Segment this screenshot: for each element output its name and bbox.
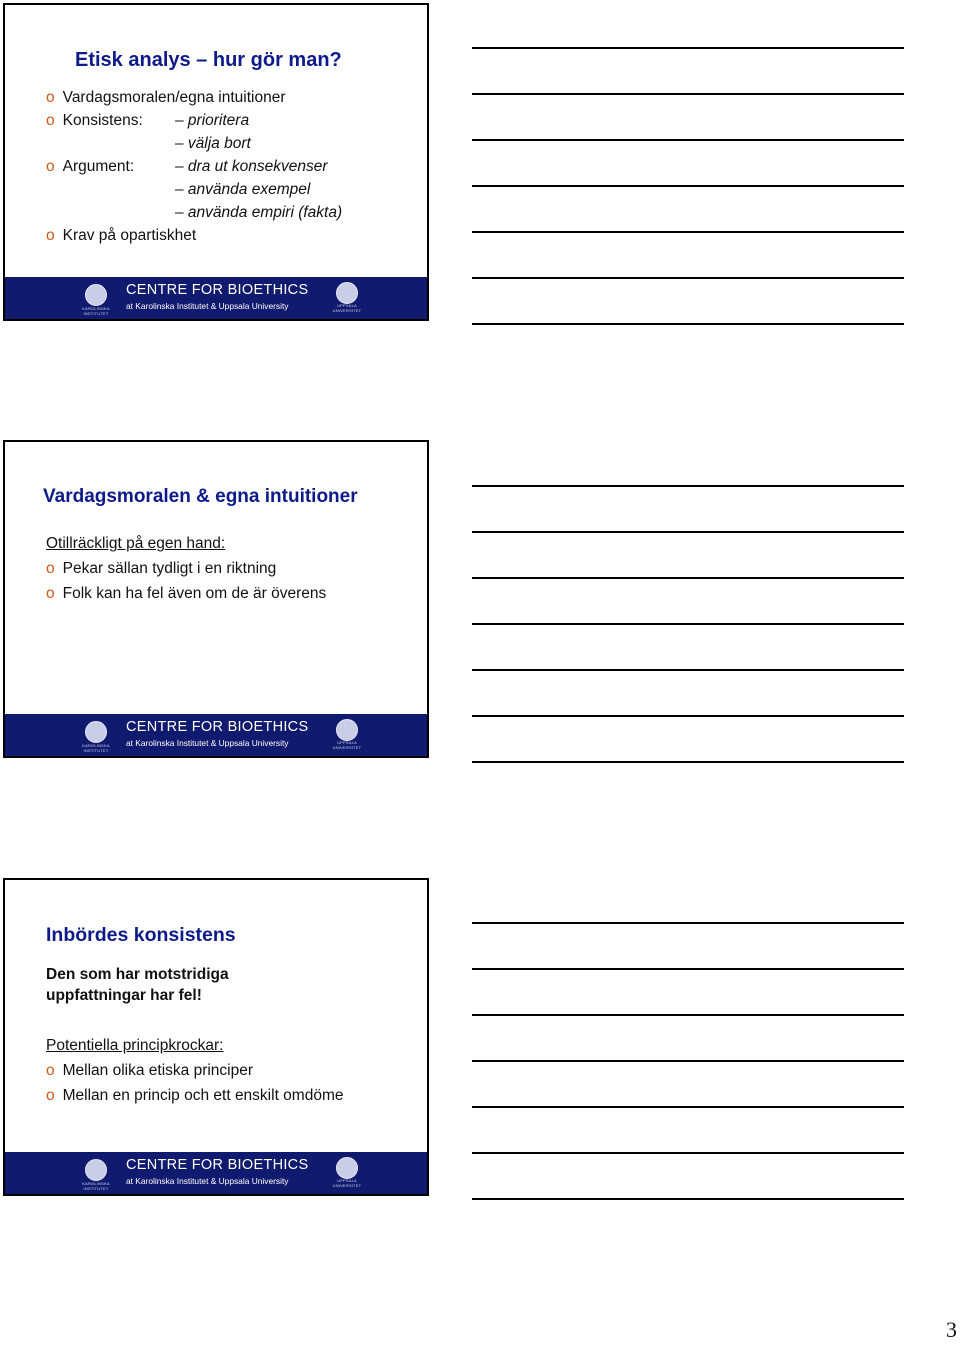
note-line	[472, 922, 904, 924]
bullet-marker: o	[46, 1087, 55, 1104]
slide-3-content	[5, 880, 427, 1150]
bullet-marker: o	[46, 89, 55, 106]
karolinska-seal-icon	[85, 284, 107, 306]
bullet-marker: o	[46, 1062, 55, 1079]
note-line	[472, 968, 904, 970]
slide-footer	[5, 714, 427, 756]
slide-3-bold-line-2: uppfattningar har fel!	[46, 987, 202, 1004]
note-line	[472, 93, 904, 95]
slide-2-bullet-2: o Folk kan ha fel även om de är överens	[46, 585, 327, 602]
slide-3	[3, 878, 429, 1196]
note-line	[472, 323, 904, 325]
note-line	[472, 47, 904, 49]
slide-3-bullet-1: o Mellan olika etiska principer	[46, 1062, 254, 1079]
footer-brand-title: CENTRE FOR BIOETHICS	[126, 719, 309, 735]
slide-2-title: Vardagsmoralen & egna intuitioner	[43, 486, 358, 507]
uppsala-seal-icon	[336, 1157, 358, 1179]
note-line	[472, 139, 904, 141]
slide-1-bullet-2-sub-1: – prioritera	[175, 112, 250, 129]
slide-3-title: Inbördes konsistens	[46, 924, 236, 946]
bullet-marker: o	[46, 227, 55, 244]
karolinska-seal-icon	[85, 1159, 107, 1181]
note-line	[472, 1014, 904, 1016]
slide-1-bullet-4: o Krav på opartiskhet	[46, 227, 197, 244]
note-line	[472, 623, 904, 625]
footer-brand-subtitle: at Karolinska Institutet & Uppsala University	[126, 1176, 289, 1186]
slide-footer	[5, 277, 427, 319]
slide-3-bold-line-1: Den som har motstridiga	[46, 966, 229, 983]
footer-brand-subtitle: at Karolinska Institutet & Uppsala University	[126, 738, 289, 748]
footer-brand-title: CENTRE FOR BIOETHICS	[126, 1157, 309, 1173]
slide-1-bullet-3-sub-3: – använda empiri (fakta)	[175, 204, 343, 221]
bullet-marker: o	[46, 158, 55, 175]
slide-3-bullet-2: o Mellan en princip och ett enskilt omdöme	[46, 1087, 344, 1104]
footer-brand-subtitle: at Karolinska Institutet & Uppsala University	[126, 301, 289, 311]
note-line	[472, 761, 904, 763]
note-line	[472, 1060, 904, 1062]
slide-2-bullet-1: o Pekar sällan tydligt i en riktning	[46, 560, 277, 577]
slide-1-title: Etisk analys – hur gör man?	[75, 49, 342, 71]
slide-1-bullet-2: o Konsistens:	[46, 112, 143, 129]
uppsala-caption: UPPSALA UNIVERSITET	[332, 740, 362, 750]
slide-1	[3, 3, 429, 321]
slide-2-content	[5, 442, 427, 712]
bullet-marker: o	[46, 585, 55, 602]
note-line	[472, 669, 904, 671]
note-line	[472, 1152, 904, 1154]
note-line	[472, 231, 904, 233]
slide-3-intro: Potentiella principkrockar:	[46, 1037, 224, 1054]
slide-1-bullet-1: o Vardagsmoralen/egna intuitioner	[46, 89, 286, 106]
slide-1-bullet-2-sub-2: – välja bort	[175, 135, 251, 152]
slide-1-content	[5, 5, 427, 275]
karolinska-caption: KAROLINSKA INSTITUTET	[82, 1181, 110, 1191]
uppsala-caption: UPPSALA UNIVERSITET	[332, 303, 362, 313]
slide-footer	[5, 1152, 427, 1194]
note-line	[472, 1106, 904, 1108]
slide-1-bullet-3-sub-1: – dra ut konsekvenser	[175, 158, 328, 175]
note-line	[472, 715, 904, 717]
note-line	[472, 1198, 904, 1200]
karolinska-seal-icon	[85, 721, 107, 743]
slide-2	[3, 440, 429, 758]
uppsala-caption: UPPSALA UNIVERSITET	[332, 1178, 362, 1188]
karolinska-caption: KAROLINSKA INSTITUTET	[82, 743, 110, 753]
slide-1-bullet-3-sub-2: – använda exempel	[175, 181, 311, 198]
page-number: 3	[946, 1317, 957, 1342]
note-line	[472, 577, 904, 579]
uppsala-seal-icon	[336, 282, 358, 304]
bullet-marker: o	[46, 112, 55, 129]
slide-1-bullet-3: o Argument:	[46, 158, 135, 175]
note-line	[472, 531, 904, 533]
note-line	[472, 185, 904, 187]
footer-brand-title: CENTRE FOR BIOETHICS	[126, 282, 309, 298]
slide-2-intro: Otillräckligt på egen hand:	[46, 535, 226, 552]
karolinska-caption: KAROLINSKA INSTITUTET	[82, 306, 110, 316]
note-line	[472, 485, 904, 487]
bullet-marker: o	[46, 560, 55, 577]
uppsala-seal-icon	[336, 719, 358, 741]
note-line	[472, 277, 904, 279]
